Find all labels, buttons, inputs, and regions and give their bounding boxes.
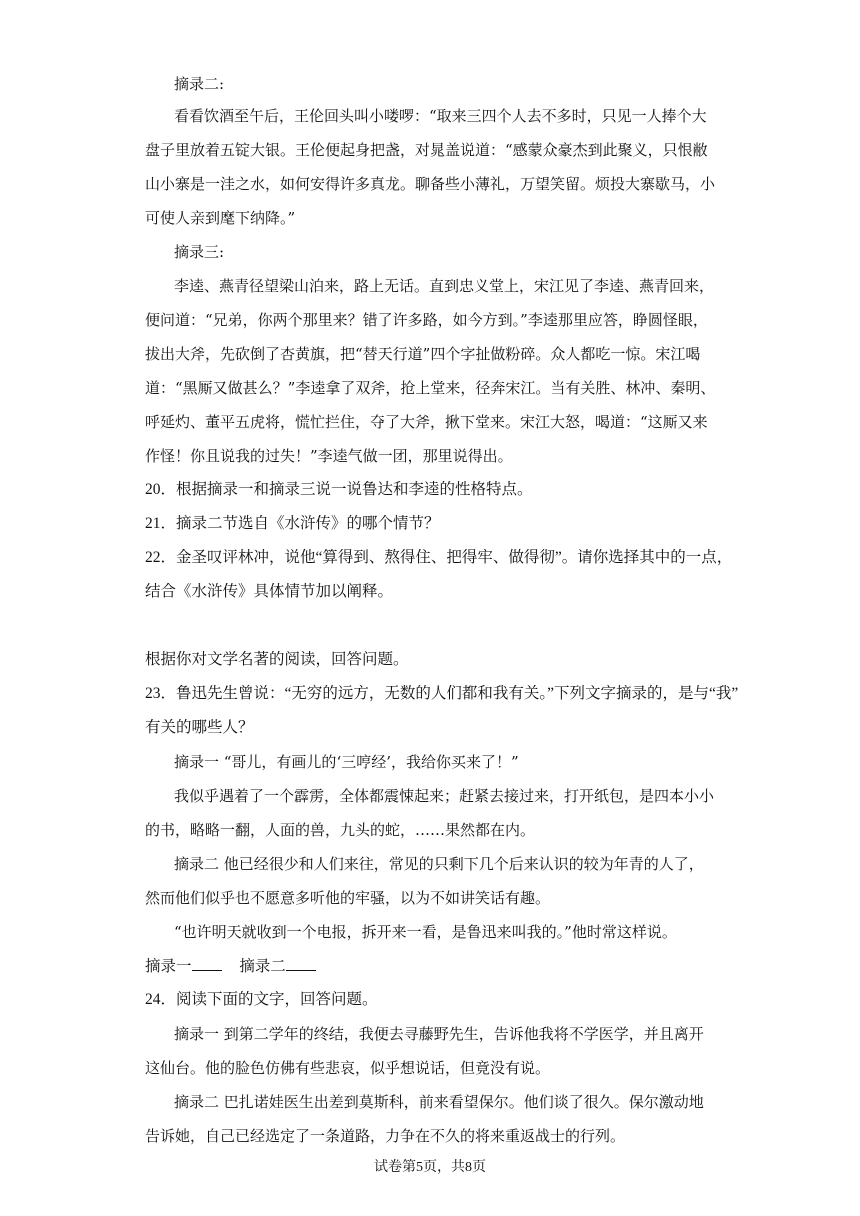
question-24: 24．阅读下面的文字，回答问题。 — [145, 991, 378, 1008]
answer-blank-1[interactable] — [192, 956, 222, 971]
page-footer: 试卷第5页，共8页 — [374, 1160, 486, 1175]
answer-blank-2[interactable] — [286, 956, 316, 971]
q23-excerpt-1-line: 的书，略略一翻，人面的兽，九头的蛇，……果然都在内。 — [145, 821, 536, 839]
answer-blanks — [145, 956, 330, 977]
excerpt-3-line: 作怪！你且说我的过失！”李逵气做一团，那里说得出。 — [145, 447, 513, 465]
q23-excerpt-2-line: 然而他们似乎也不愿意多听他的牢骚，以为不如讲笑话有趣。 — [145, 889, 551, 907]
excerpt-3-line: 道：“黑厮又做甚么？”李逵拿了双斧，抢上堂来，径奔宋江。当有关胜、林冲、秦明、 — [145, 379, 716, 397]
answer-label-1: 摘录一 — [145, 958, 192, 975]
question-23: 23．鲁迅先生曾说：“无穷的远方，无数的人们都和我有关。”下列文字摘录的，是与“我” — [145, 685, 739, 702]
excerpt-3-line: 李逵、燕青径望梁山泊来，路上无话。直到忠义堂上，宋江见了李逵、燕青回来， — [174, 277, 715, 295]
excerpt-2-line: 盘子里放着五锭大银。王伦便起身把盏，对晁盖说道：“感蒙众豪杰到此聚义，只恨敝 — [145, 141, 708, 159]
q23-excerpt-1-line: 我似乎遇着了一个霹雳，全体都震悚起来；赶紧去接过来，打开纸包，是四本小小 — [174, 787, 715, 805]
excerpt-3-line: 便问道：“兄弟，你两个那里来？错了许多路，如今方到。”李逵那里应答，睁圆怪眼， — [145, 311, 708, 329]
excerpt-2-label: 摘录二: — [174, 75, 225, 93]
q23-excerpt-2-line: 摘录二 他已经很少和人们来往，常见的只剩下几个后来认识的较为年青的人了， — [174, 855, 704, 873]
question-22-cont: 结合《水浒传》具体情节加以阐释。 — [145, 583, 394, 600]
excerpt-2-line: 看看饮酒至午后，王伦回头叫小喽啰：“取来三四个人去不多时，只见一人捧个大 — [174, 107, 707, 125]
excerpt-3-line: 拔出大斧，先砍倒了杏黄旗，把“替天行道”四个字扯做粉碎。众人都吃一惊。宋江喝 — [145, 345, 701, 363]
q24-excerpt-1-line: 这仙台。他的脸色仿佛有些悲哀，似乎想说话，但竟没有说。 — [145, 1059, 551, 1077]
section-intro: 根据你对文学名著的阅读，回答问题。 — [145, 651, 409, 668]
excerpt-2-line: 山小寨是一洼之水，如何安得许多真龙。聊备些小薄礼，万望笑留。烦投大寨歇马，小 — [145, 175, 716, 193]
question-23-cont: 有关的哪些人？ — [145, 719, 254, 736]
question-21: 21．摘录二节选自《水浒传》的哪个情节？ — [145, 515, 440, 532]
question-22: 22．金圣叹评林冲，说他“算得到、熬得住、把得牢、做得彻”。请你选择其中的一点， — [145, 549, 733, 566]
excerpt-2-line: 可使人亲到麾下纳降。” — [145, 209, 296, 227]
answer-label-2: 摘录二 — [239, 958, 286, 975]
q23-excerpt-2-quote: “也许明天就收到一个电报，拆开来一看，是鲁迅来叫我的。”他时常这样说。 — [174, 923, 677, 941]
excerpt-3-label: 摘录三: — [174, 243, 225, 261]
q23-excerpt-1-quote: 摘录一 “哥儿，有画儿的‘三哼经’，我给你买来了！” — [174, 753, 519, 771]
q24-excerpt-1-line: 摘录一 到第二学年的终结，我便去寻藤野先生，告诉他我将不学医学，并且离开 — [174, 1025, 704, 1043]
q24-excerpt-2-line: 摘录二 巴扎诺娃医生出差到莫斯科，前来看望保尔。他们谈了很久。保尔激动地 — [174, 1093, 704, 1111]
excerpt-3-line: 呼延灼、董平五虎将，慌忙拦住，夺了大斧，揪下堂来。宋江大怒，喝道：“这厮又来 — [145, 413, 708, 431]
q24-excerpt-2-line: 告诉她，自己已经选定了一条道路，力争在不久的将来重返战士的行列。 — [145, 1127, 626, 1145]
question-20: 20．根据摘录一和摘录三说一说鲁达和李逵的性格特点。 — [145, 481, 533, 498]
